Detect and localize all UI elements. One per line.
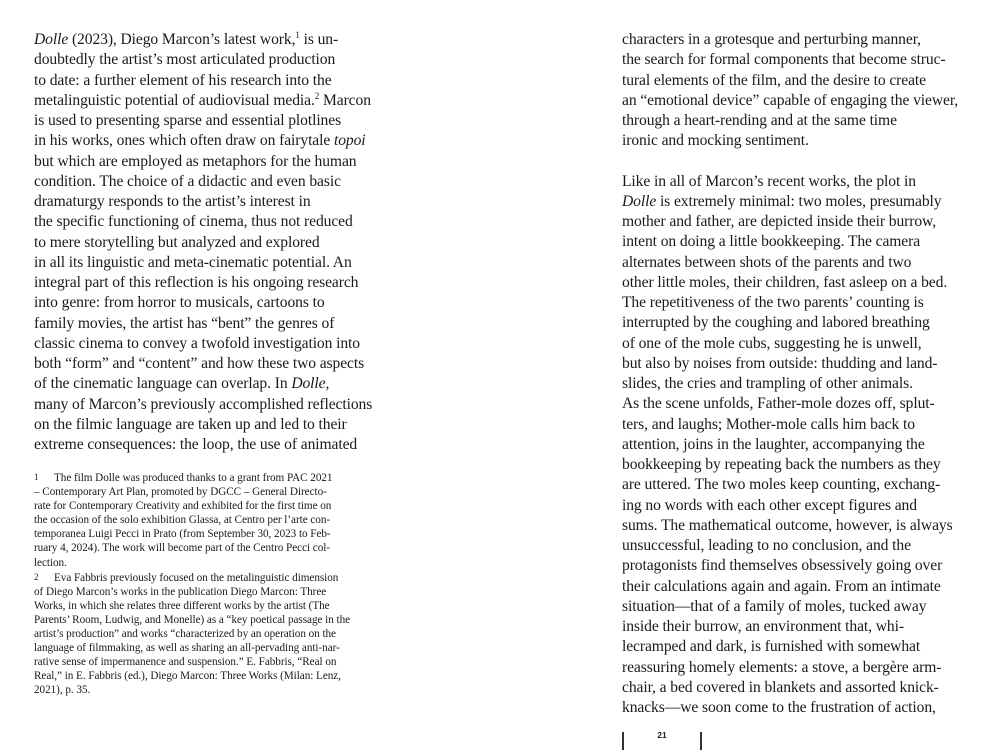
- footnotes: [34, 470, 384, 698]
- paragraph-gap: [622, 152, 974, 172]
- left-column: [34, 30, 384, 455]
- folio-rule-right: [700, 732, 702, 750]
- text-line: Dolle (2023), Diego Marcon’s latest work,$^1$ is un-: [34, 30, 339, 48]
- text-line: family movies, the artist has “bent” the genres of: [34, 314, 335, 332]
- footnote-2: 2 Eva Fabbris previously focused on the metalinguistic dimension of Diego Marcon’s works in the publication Diego Marcon: Three Works, in which she relates three different works by the artist (The Parents’ Room, Ludwig, and Monelle) as a “key poetical passage in the artist’s production” and works “characterized by an operation on the language of filmmaking, as well as sharing an all-pervading anti-nar- rative sense of impermanence and suspension.” E. Fabbris, “Real on Real,” in E. Fabbris (ed.), Diego Marcon: Three Works (Milan: Lenz, 2021), p. 35.: [34, 571, 351, 697]
- text-line: is used to presenting sparse and essential plotlines: [34, 112, 342, 129]
- folio-rule-left: [622, 732, 624, 750]
- text-line: to mere storytelling but analyzed and explored: [34, 233, 320, 251]
- text-line: the specific functioning of cinema, thus not reduced: [34, 213, 353, 231]
- text-line: both “form” and “content” and how these two aspects: [34, 355, 365, 372]
- text-line: integral part of this reflection is his ongoing research: [34, 274, 359, 291]
- text-line: many of Marcon’s previously accomplished reflections: [34, 395, 373, 413]
- text-line: but which are employed as metaphors for the human: [34, 152, 357, 170]
- footnote-number: 1: [34, 472, 39, 482]
- paragraph: Like in all of Marcon’s recent works, the plot in Dolle is extremely minimal: two moles, presumably mother and father, are depicted inside their burrow, intent on doing a little bookkeeping. The camera alternates between shots of the parents and two other little moles, their children, fast asleep on a bed. The repetitiveness of the two parents’ counting is interrupted by the coughing and labored breathing of one of the mole cubs, suggesting he is unwell, but also by noises from outside: thudding and land- slides, the cries and trampling of other animals. As the scene unfolds, Father-mole dozes off, splut- ters, and laughs; Mother-mole calls him back to attention, joins in the laughter, accompanying the bookkeeping by repeating back the numbers as they are uttered. The two moles keep counting, exchang- ing no words with each other except figures and sums. The mathematical outcome, however, is always unsuccessful, leading to no conclusion, and the protagonists find themselves obsessively going over their calculations again and again. From an intimate situation—that of a family of moles, tucked away inside their burrow, an environment that, whi- lecramped and dark, is furnished with somewhat reassuring homely elements: a stove, a bergère arm- chair, a bed covered in blankets and assorted knick- knacks—we soon come to the frustration of action,: [622, 172, 953, 716]
- text-line: condition. The choice of a didactic and even basic: [34, 172, 341, 190]
- right-column: [622, 30, 974, 718]
- text-line: doubtedly the artist’s most articulated production: [34, 51, 336, 69]
- text-line: extreme consequences: the loop, the use of animated: [34, 436, 358, 453]
- text-line: dramaturgy responds to the artist’s interest in: [34, 193, 311, 210]
- page-number: 21: [657, 730, 667, 740]
- text-line: classic cinema to convey a twofold investigation into: [34, 334, 360, 352]
- text-line: in his works, ones which often draw on fairytale topoi: [34, 132, 366, 150]
- text-line: to date: a further element of his research into the: [34, 71, 332, 89]
- text-line: metalinguistic potential of audiovisual media.$^2$ Marcon: [34, 90, 371, 109]
- paragraph: characters in a grotesque and perturbing manner, the search for formal components that become struc- tural elements of the film, and the desire to create an “emotional device” capable of engaging the viewer, through a heart-rending and at the same time ironic and mocking sentiment.: [622, 31, 959, 150]
- text-line: on the filmic language are taken up and led to their: [34, 415, 347, 433]
- text-line: in all its linguistic and meta-cinematic potential. An: [34, 253, 352, 271]
- footnote-number: 2: [34, 571, 39, 582]
- footnote-1: 1 The film Dolle was produced thanks to a grant from PAC 2021 – Contemporary Art Plan, promoted by DGCC – General Directo- rate for Contemporary Creativity and exhibited for the first time on the occasion of the solo exhibition Glassa, at Centro per l’arte con- temporanea Luigi Pecci in Prato (from September 30, 2023 to Feb- ruary 4, 2024). The work will become part of the Centro Pecci col- lection.: [34, 472, 333, 569]
- text-line: into genre: from horror to musicals, cartoons to: [34, 294, 325, 312]
- footnote-ref-1[interactable]: 1: [295, 30, 300, 40]
- page-folio: [622, 730, 702, 750]
- footnote-ref-2[interactable]: 2: [314, 90, 320, 101]
- text-line: of the cinematic language can overlap. In Dolle,: [34, 375, 330, 393]
